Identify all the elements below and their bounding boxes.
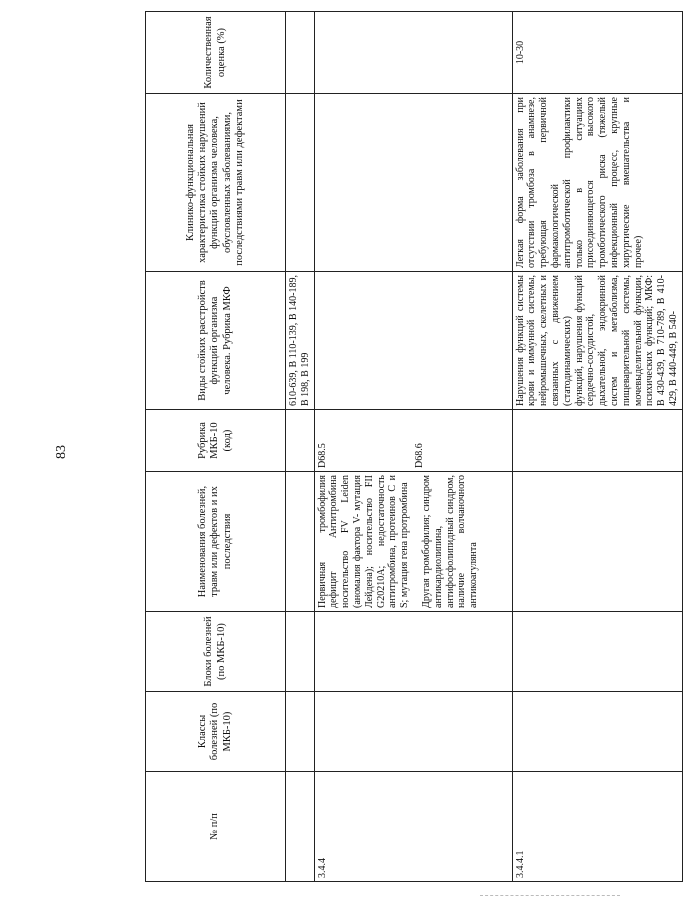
- clinical-characteristics-cell: Легкая форма заболевания при отсутствии тромбоза в анамнезе, требующая первичной фармакологической антитромботической профилактики только в ситуациях присоединяющегося высокого тромботического риска (тяжелый инфекционный процесс, крупные хирургические вмешательства и прочее): [512, 94, 682, 272]
- scan-edge-line: [480, 895, 620, 896]
- table-row: [512, 12, 682, 882]
- mkf-cell: 610-639, В 110-139, В 140-189, В 198, В 199: [286, 272, 315, 410]
- header-clinical-characteristics: Клинико-функциональная характеристика стойких нарушений функций организма человека, обусловленных заболеваниями, последствиями травм или дефектами: [146, 94, 286, 272]
- row-number: 3.4.4.1: [512, 772, 682, 882]
- page-number: 83: [54, 445, 69, 459]
- icd-code-primary: D68.5: [316, 443, 328, 468]
- header-icd-code: Рубрика МКБ-10 (код): [146, 410, 286, 472]
- header-number: № п/п: [146, 772, 286, 882]
- disease-names-primary: Первичная тромбофилия дефицит Антитромбина носительство FV Leiden (аномалия фактора V- мутация Лейдена); носительство FII G20210A; недостаточность антитромбина, протеинов С и S; мутация гена протромбина: [316, 475, 411, 608]
- table-header-row: [146, 12, 286, 882]
- header-disease-names: Наименования болезней, травм или дефектов и их последствия: [146, 472, 286, 612]
- icd-code-other: D68.6: [414, 443, 426, 468]
- quantitative-score-cell: 10-30: [512, 12, 682, 94]
- header-function-disorders: Виды стойких расстройств функций организма человека. Рубрика МКФ: [146, 272, 286, 410]
- icd-code-cell: [314, 410, 512, 472]
- header-quantitative-score: Количественная оценка (%): [146, 12, 286, 94]
- header-disease-blocks: Блоки болезней (по МКБ-10): [146, 612, 286, 692]
- disease-names-other: Другая тромбофилия; синдром антикардиолипина, антифосфолипидный синдром, наличие волчаночного антикоагулянта: [420, 475, 480, 608]
- disease-names-cell: [314, 472, 512, 612]
- table-row: [286, 12, 315, 882]
- function-disorders-cell: Нарушения функций системы крови и иммунной системы, нейромышечных, скелетных и связанных с движением (статодинамических) функций, нарушения функций сердечно-сосудистой, дыхательной, эндокринной систем и метаболизма, пищеварительной системы, мочевыделительной функции, психических функций; МКФ: В 430-439, В 710-789, В 410-429, В 440-449, В 540-: [512, 272, 682, 410]
- header-disease-classes: Классы болезней (по МКБ-10): [146, 692, 286, 772]
- disease-table-frame: [145, 12, 679, 882]
- row-number: 3.4.4: [314, 772, 512, 882]
- table-row: [314, 12, 512, 882]
- disease-classification-table: [145, 11, 683, 882]
